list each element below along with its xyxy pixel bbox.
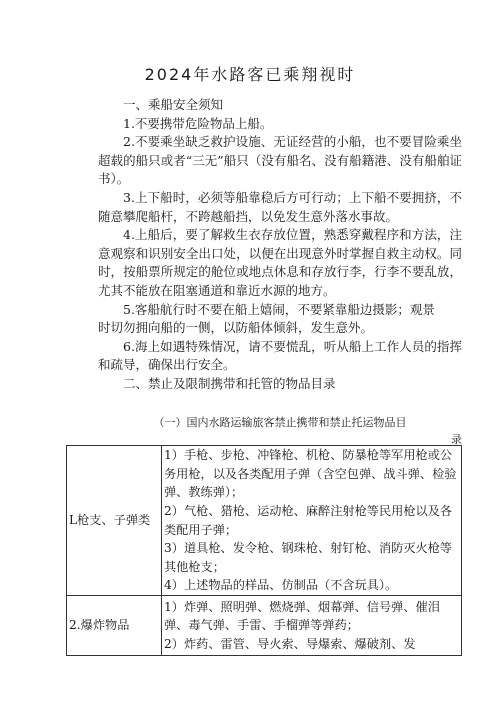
prohibited-items-table (66, 445, 462, 656)
item-text: 2）气枪、猎枪、运动枪、麻醉注射枪等民用枪以及各类配用子弹； (164, 503, 453, 537)
items-cell (162, 596, 462, 656)
category-cell: L枪支、子弹类 (67, 446, 162, 596)
paragraph: 2.不要乘坐缺乏救护设施、无证经营的小船，也不要冒险乘坐超载的船只或者“三无”船只（没有船名、没有船籍港、没有船舶证书）。 (98, 134, 462, 187)
item-text: 1）手枪、步枪、冲锋枪、机枪、防暴枪等军用枪或公务用枪，以及各类配用子弹（含空包弹、战斗弹、检验弹、教练弹）； (164, 448, 457, 500)
paragraph: 4.上船后，要了解救生衣存放位置，熟悉穿戴程序和方法，注意观察和识别安全出口处，以便在出现意外时掌握自救主动权。同时，按船票所规定的舱位或地点休息和存放行李，行李不要乱放，尤其不能放在阻塞通道和靠近水源的地方。 (98, 227, 462, 298)
paragraph: 6.海上如遇特殊情况，请不要慌乱，听从船上工作人员的指挥和疏导，确保出行安全。 (98, 338, 462, 373)
table-row (67, 596, 462, 656)
body-text (98, 96, 462, 394)
item-text: 2）炸药、雷管、导火索、导爆索、爆破剂、发 (164, 636, 416, 651)
paragraph: 时切勿拥向船的一侧，以防船体倾斜，发生意外。 (98, 320, 374, 336)
category-cell: 2.爆炸物品 (67, 596, 162, 656)
item-text: 4）上述物品的样品、仿制品（不含玩具）。 (164, 578, 398, 593)
section-heading-1: 一、乘船安全须知 (123, 97, 224, 112)
table-row (67, 446, 462, 596)
paragraph: 3.上下船时，必须等船靠稳后方可行动；上下船不要拥挤，不随意攀爬船杆，不跨越船挡，以免发生意外落水事故。 (98, 189, 462, 224)
item-text: 3）道具枪、发令枪、钢珠枪、射钉枪、消防灭火枪等其他枪支； (164, 541, 453, 574)
section-heading-2: 二、禁止及限制携带和托管的物品目录 (123, 375, 336, 391)
paragraph: 1.不要携带危险物品上船。 (123, 115, 273, 131)
table-caption: （一）国内水路运输旅客禁止携带和禁止托运物品目 (153, 416, 407, 429)
page-title: 2024年水路客已乘翔视时 (144, 65, 356, 84)
items-cell (162, 446, 462, 596)
paragraph: 5.客船航行时不要在船上嬉闹，不要紧靠船边摄影；观景 (123, 301, 435, 317)
item-text: 1）炸弹、照明弹、燃烧弹、烟幕弹、信号弹、催泪弹、毒气弹、手雷、手榴弹等弹药； (164, 599, 440, 633)
table-caption-tail: 录 (451, 433, 462, 446)
